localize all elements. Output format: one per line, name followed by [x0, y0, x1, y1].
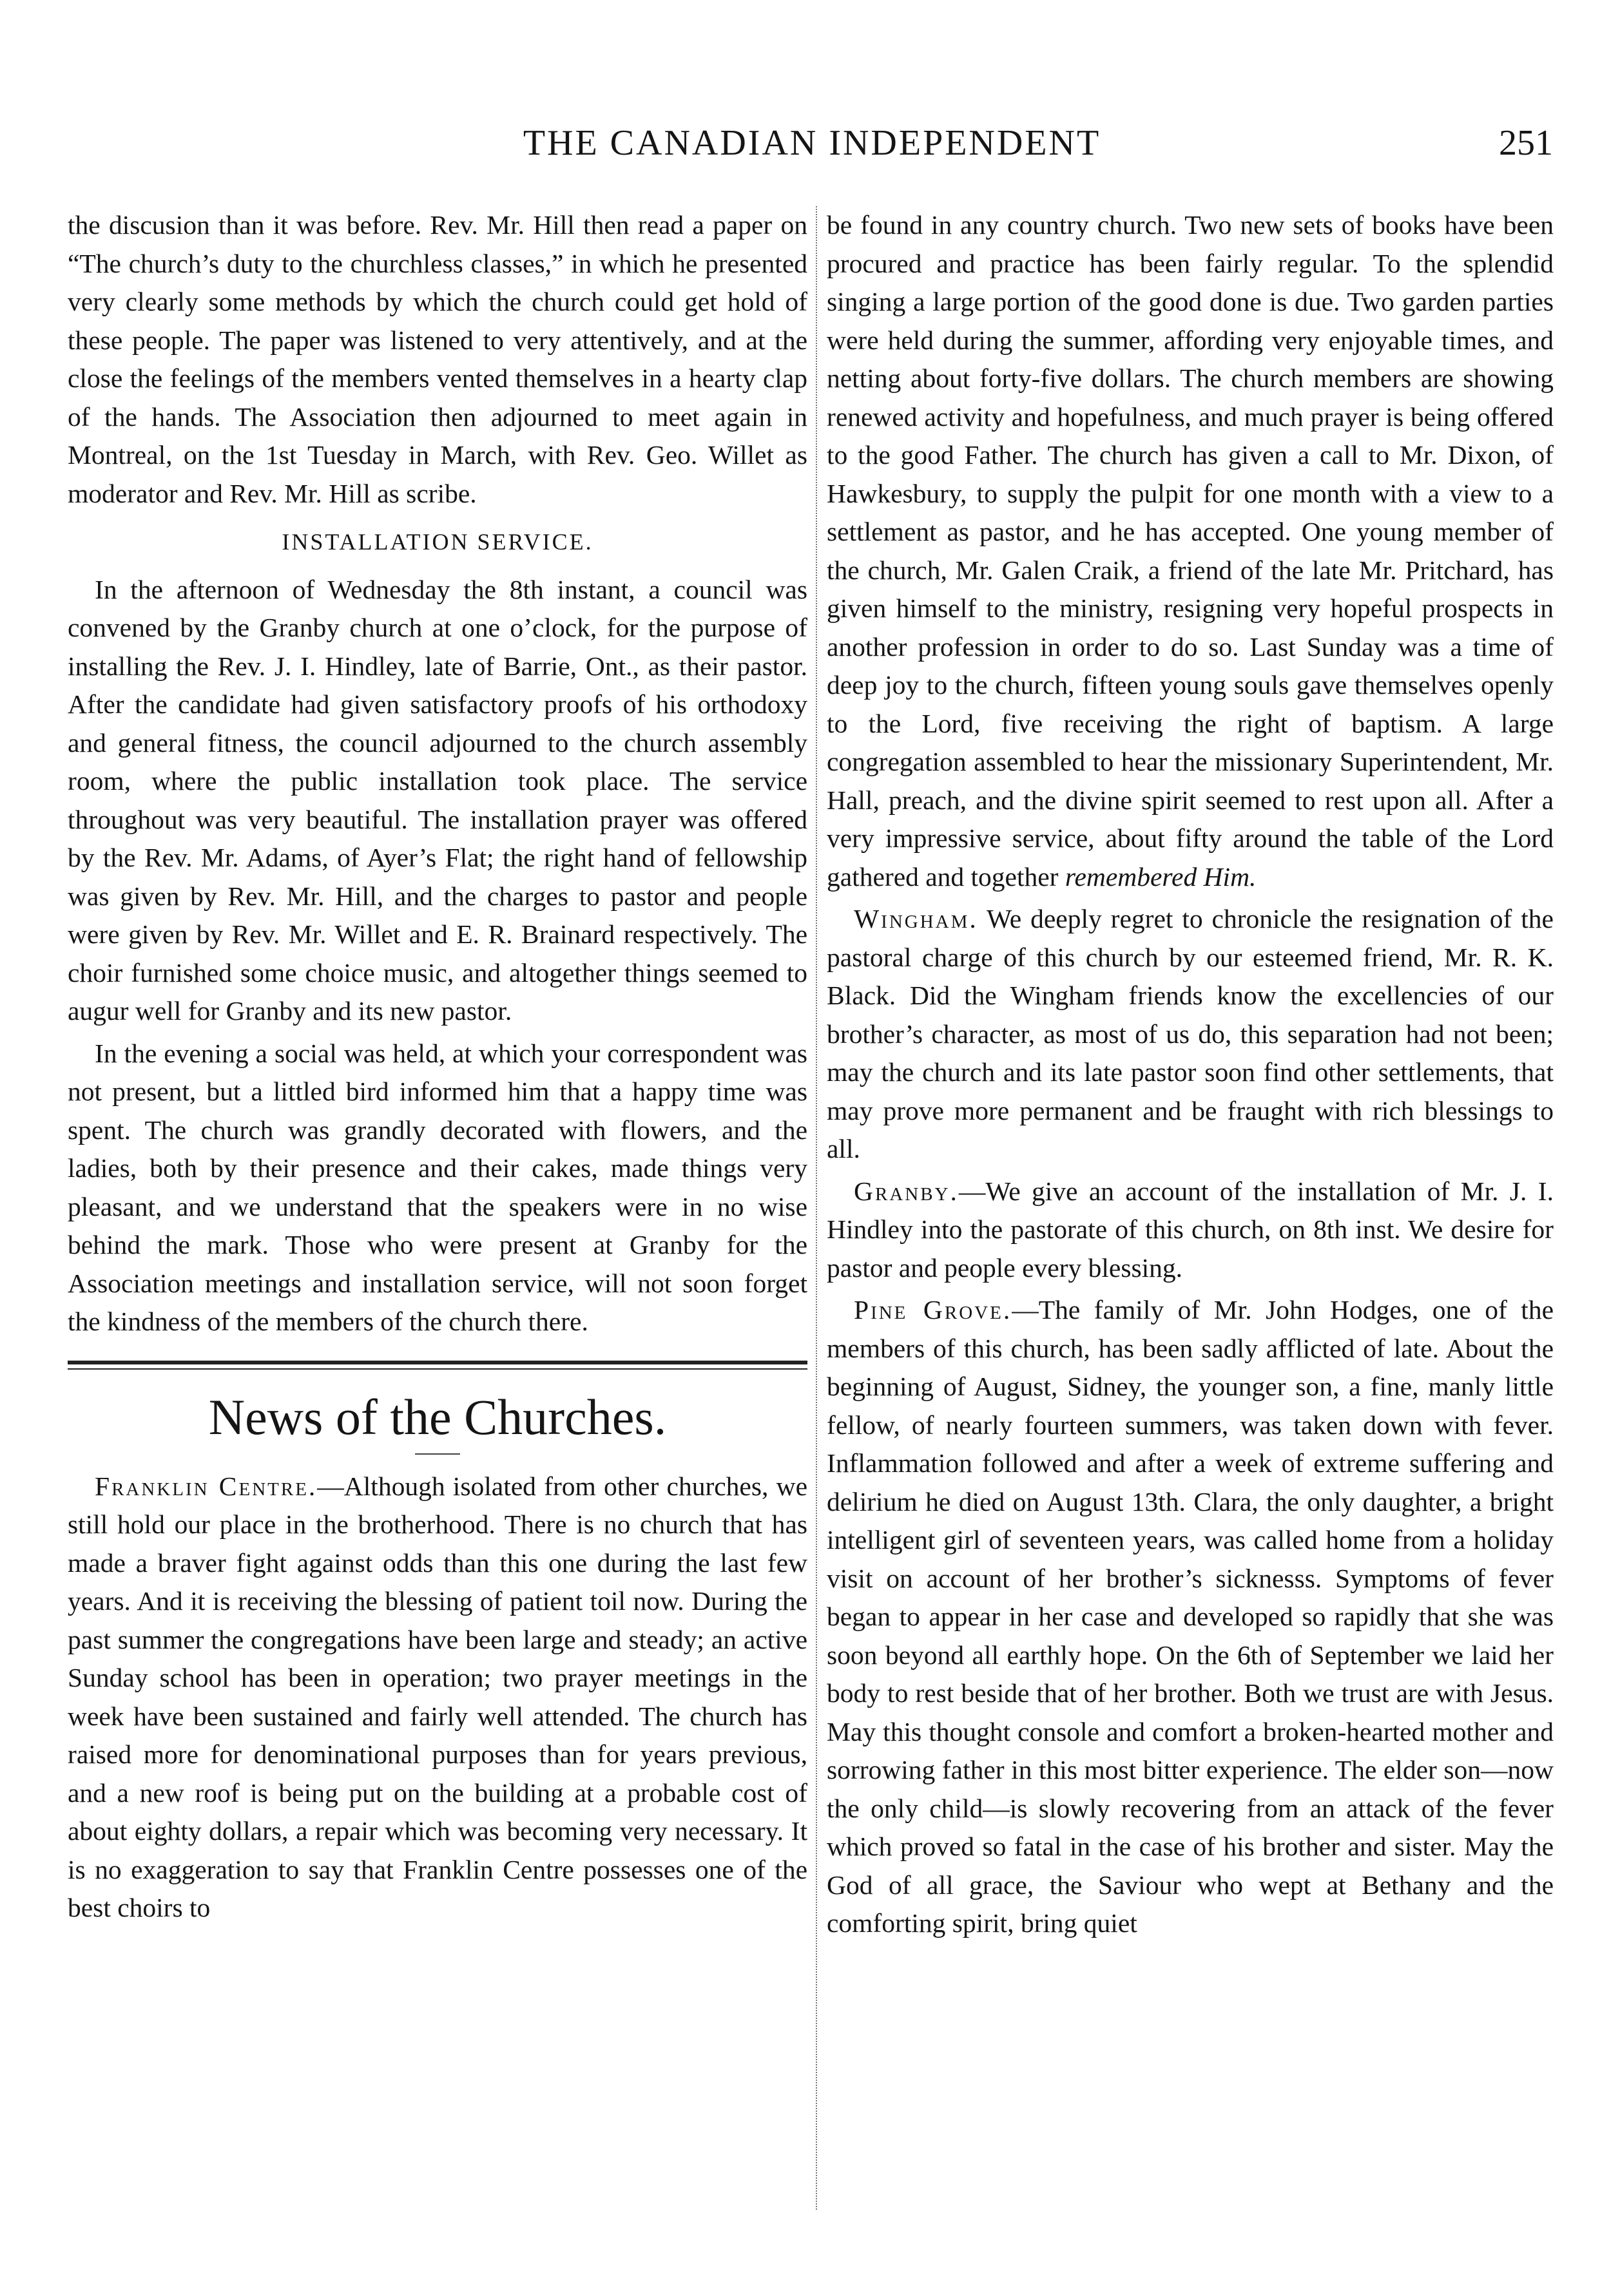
- right-column: [827, 206, 1554, 1947]
- place-name-wingham: Wingham.: [854, 904, 978, 933]
- granby-text: —We give an account of the installation of Mr. J. I. Hindley into the pastorate of this church, on 8th inst. We desire for pastor and people every blessing.: [827, 1176, 1554, 1283]
- evening-social-paragraph: In the evening a social was held, at which your correspondent was not present, but a littled bird informed him that a happy time was spent. The church was grandly decorated with flowers, and the ladies, both by their presence and their cakes, made things very pleasant, and we understand that the speakers were in no wise behind the mark. Those who were present at Granby for the Association meetings and installation service, will not soon forget the kindness of the members of the church there.: [68, 1038, 807, 1336]
- page-number: 251: [1499, 123, 1553, 163]
- journal-title: THE CANADIAN INDEPENDENT: [523, 123, 1101, 163]
- place-name-franklin-centre: Franklin Centre.: [95, 1471, 318, 1501]
- installation-heading: INSTALLATION SERVICE.: [282, 529, 593, 555]
- granby-item: [827, 1172, 1554, 1288]
- section-rule-thick: [68, 1361, 807, 1364]
- column-divider: [816, 206, 817, 2210]
- franklin-continuation-text: be found in any country church. Two new sets of books have been procured and practice has been fairly regular. To the splendid singing a large portion of the good done is due. Two garden parties were held during the summer, affording very enjoyable times, and netting about forty-five dollars. The church members are showing renewed activity and hopefulness, and much prayer is being offered to the good Father. The church has given a call to Mr. Dixon, of Hawkesbury, to supply the pulpit for one month with a view to a settlement as pastor, and he has accepted. One young member of the church, Mr. Galen Craik, a friend of the late Mr. Pritchard, has given himself to the ministry, resigning very hopeful prospects in another profession in order to do so. Last Sunday was a time of deep joy to the church, fifteen young souls gave themselves openly to the Lord, five receiving the right of baptism. A large congregation assembled to hear the missionary Superintendent, Mr. Hall, preach, and the divine spirit seemed to rest upon all. After a very impressive service, about fifty around the table of the Lord gathered and together: [827, 210, 1554, 892]
- franklin-continuation: [827, 206, 1554, 896]
- wingham-text: We deeply regret to chronicle the resignation of the pastoral charge of this church by our esteemed friend, Mr. R. K. Black. Did the Wingham friends know the excellencies of our brother’s character, as most of us do, this separation had not been; may the church and its late pastor soon find other settlements, that may prove more permanent and be fraught with rich blessings to all.: [827, 904, 1554, 1163]
- place-name-granby: Granby.: [854, 1176, 959, 1206]
- place-name-pine-grove: Pine Grove.: [854, 1295, 1012, 1325]
- left-column: [68, 206, 807, 1931]
- title-short-rule: [415, 1453, 460, 1455]
- installation-paragraph: In the afternoon of Wednesday the 8th instant, a council was convened by the Granby church at one o’clock, for the purpose of installing the Rev. J. I. Hindley, late of Barrie, Ont., as their pastor. After the candidate had given satisfactory proofs of his orthodoxy and general fitness, the council adjourned to the church assembly room, where the public installation took place. The service throughout was very beautiful. The installation prayer was offered by the Rev. Mr. Adams, of Ayer’s Flat; the right hand of fellowship was given by Rev. Mr. Hill, and the charges to pastor and people were given by Rev. Mr. Willet and E. R. Brainard respectively. The choir furnished some choice music, and altogether things seemed to augur well for Granby and its new pastor.: [68, 574, 807, 1026]
- franklin-centre-text: —Although isolated from other churches, we still hold our place in the brotherhood. There is no church that has made a braver fight against odds than this one during the last few years. And it is receiving the blessing of patient toil now. During the past summer the congregations have been large and steady; an active Sunday school has been in operation; two prayer meetings in the week have been sustained and fairly well attended. The church has raised more for denominational purposes than for years previous, and a new roof is being put on the building at a probable cost of about eighty dollars, a repair which was becoming very necessary. It is no exaggeration to say that Franklin Centre possesses one of the best choirs to: [68, 1471, 807, 1922]
- section-rule-thin: [68, 1368, 807, 1370]
- franklin-centre-item: [68, 1468, 807, 1928]
- remembered-him: remembered Him.: [1065, 861, 1257, 892]
- pine-grove-item: [827, 1291, 1554, 1943]
- pine-grove-text: —The family of Mr. John Hodges, one of the members of this church, has been sadly afflicted of late. About the beginning of August, Sidney, the younger son, a fine, manly little fellow, of nearly fourteen summers, was taken down with fever. Inflammation followed and after a week of extreme suffering and delirium he died on August 13th. Clara, the only daughter, a bright intelligent girl of seventeen years, was called home from a holiday visit on account of her brother’s sicknesss. Symptoms of fever began to appear in her case and developed so rapidly that she was soon beyond all earthly hope. On the 6th of September we laid her body to rest beside that of her brother. Both we trust are with Jesus. May this thought console and comfort a broken-hearted mother and sorrowing father in this most bitter experience. The elder son—now the only child—is slowly recovering from an attack of the fever which proved so fatal in the case of his brother and sister. May the God of all grace, the Saviour who wept at Bethany and the comforting spirit, bring quiet: [827, 1295, 1554, 1938]
- page-header: [71, 122, 1553, 180]
- wingham-item: [827, 900, 1554, 1169]
- news-section-title: News of the Churches.: [208, 1388, 667, 1445]
- association-paragraph: the discusion than it was before. Rev. Mr. Hill then read a paper on “The church’s duty to the churchless classes,” in which he presented very clearly some methods by which the church could get hold of these people. The paper was listened to very attentively, and at the close the feelings of the members vented themselves in a hearty clap of the hands. The Association then adjourned to meet again in Montreal, on the 1st Tuesday in March, with Rev. Geo. Willet as moderator and Rev. Mr. Hill as scribe.: [68, 210, 807, 508]
